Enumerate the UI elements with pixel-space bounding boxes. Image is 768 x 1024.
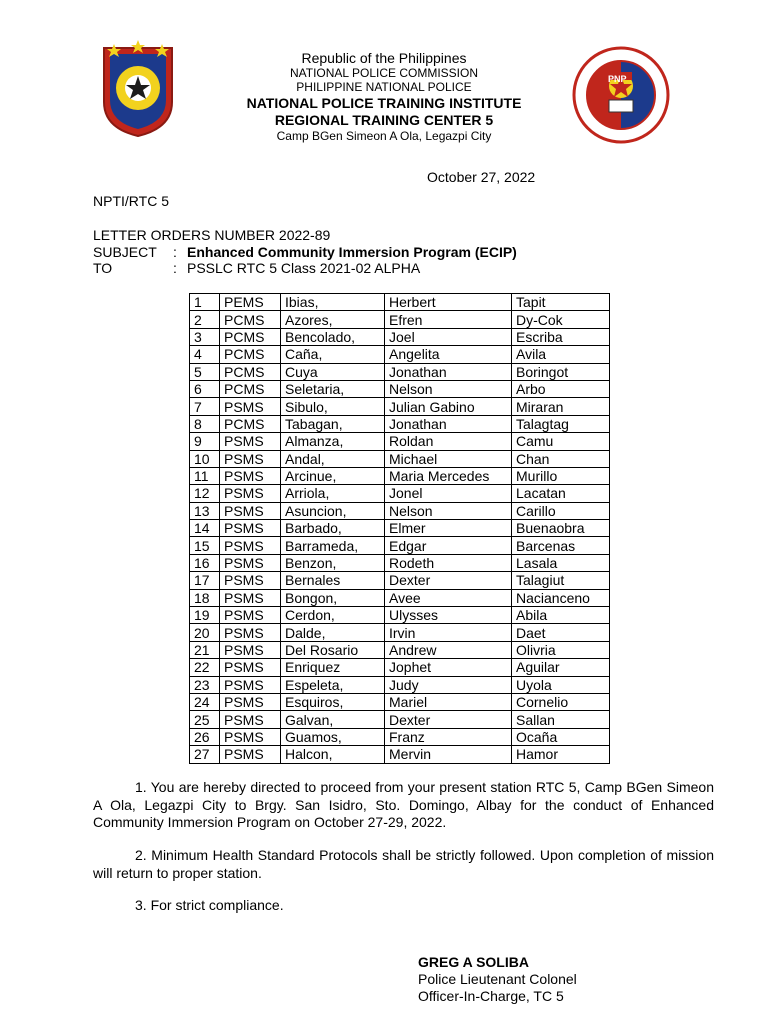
cell-middle-name: Barcenas [512,537,610,554]
cell-middle-name: Abila [512,607,610,624]
cell-middle-name: Olivria [512,641,610,658]
cell-middle-name: Carillo [512,502,610,519]
cell-first-name: Joel [385,328,512,345]
table-row [190,607,610,624]
table-row [190,467,610,484]
cell-middle-name: Murillo [512,467,610,484]
cell-last-name: Benzon, [281,554,385,571]
cell-middle-name: Uyola [512,676,610,693]
cell-first-name: Rodeth [385,554,512,571]
table-row [190,485,610,502]
cell-middle-name: Tapit [512,294,610,311]
cell-first-name: Angelita [385,346,512,363]
cell-rank: PCMS [220,311,281,328]
cell-middle-name: Dy-Cok [512,311,610,328]
letter-date: October 27, 2022 [427,169,536,185]
cell-last-name: Guamos, [281,728,385,745]
cell-rank: PCMS [220,415,281,432]
cell-number: 3 [190,328,220,345]
cell-number: 4 [190,346,220,363]
table-row [190,328,610,345]
cell-number: 8 [190,415,220,432]
cell-rank: PSMS [220,450,281,467]
roster-table [189,293,610,764]
paragraph-2: 2. Minimum Health Standard Protocols shall be strictly followed. Upon completion of mission will return to proper station. [93,847,714,881]
cell-first-name: Jonel [385,485,512,502]
cell-rank: PSMS [220,433,281,450]
npti-logo-badge: PNP [608,74,627,84]
cell-rank: PCMS [220,346,281,363]
cell-number: 17 [190,572,220,589]
cell-last-name: Cuya [281,363,385,380]
header-rtc: REGIONAL TRAINING CENTER 5 [274,112,494,128]
cell-number: 20 [190,624,220,641]
cell-number: 10 [190,450,220,467]
cell-first-name: Herbert [385,294,512,311]
cell-first-name: Dexter [385,572,512,589]
cell-last-name: Bencolado, [281,328,385,345]
header-napolcom: NATIONAL POLICE COMMISSION [289,66,479,80]
to-text: PSSLC RTC 5 Class 2021-02 ALPHA [187,260,421,276]
table-row [190,380,610,397]
table-row [190,746,610,763]
cell-first-name: Andrew [385,641,512,658]
cell-number: 12 [190,485,220,502]
cell-number: 1 [190,294,220,311]
cell-number: 9 [190,433,220,450]
cell-number: 6 [190,380,220,397]
cell-first-name: Michael [385,450,512,467]
to-colon: : [173,260,177,276]
cell-middle-name: Sallan [512,711,610,728]
header-npti: NATIONAL POLICE TRAINING INSTITUTE [246,95,522,111]
table-row [190,415,610,432]
cell-middle-name: Lasala [512,554,610,571]
table-row [190,554,610,571]
cell-first-name: Edgar [385,537,512,554]
cell-middle-name: Hamor [512,746,610,763]
cell-last-name: Arcinue, [281,467,385,484]
cell-last-name: Andal, [281,450,385,467]
cell-first-name: Roldan [385,433,512,450]
table-row [190,537,610,554]
table-row [190,363,610,380]
header-pnp: PHILIPPINE NATIONAL POLICE [296,80,472,94]
cell-last-name: Seletaria, [281,380,385,397]
table-row [190,624,610,641]
cell-middle-name: Ocaña [512,728,610,745]
cell-middle-name: Talagiut [512,572,610,589]
table-row [190,676,610,693]
table-row [190,520,610,537]
cell-rank: PSMS [220,746,281,763]
table-row [190,398,610,415]
table-row [190,711,610,728]
cell-middle-name: Chan [512,450,610,467]
cell-last-name: Asuncion, [281,502,385,519]
cell-number: 5 [190,363,220,380]
subject-text: Enhanced Community Immersion Program (ECIP) [187,244,517,260]
cell-rank: PSMS [220,537,281,554]
cell-last-name: Enriquez [281,659,385,676]
subject-colon: : [173,244,177,260]
cell-number: 19 [190,607,220,624]
cell-first-name: Elmer [385,520,512,537]
table-row [190,294,610,311]
cell-number: 7 [190,398,220,415]
cell-number: 26 [190,728,220,745]
cell-first-name: Jonathan [385,415,512,432]
cell-number: 27 [190,746,220,763]
cell-number: 24 [190,693,220,710]
table-row [190,693,610,710]
office-code: NPTI/RTC 5 [93,193,169,209]
cell-rank: PSMS [220,641,281,658]
cell-first-name: Irvin [385,624,512,641]
table-row [190,311,610,328]
cell-middle-name: Aguilar [512,659,610,676]
cell-last-name: Del Rosario [281,641,385,658]
cell-first-name: Franz [385,728,512,745]
table-row [190,589,610,606]
cell-last-name: Cerdon, [281,607,385,624]
cell-first-name: Dexter [385,711,512,728]
cell-rank: PSMS [220,520,281,537]
cell-last-name: Caña, [281,346,385,363]
paragraph-1: 1. You are hereby directed to proceed from your present station RTC 5, Camp BGen Simeon A Ola, Legazpi City to Brgy. San Isidro, Sto. Domingo, Albay for the conduct of Enhanced Community Immersion Program on October 27-29, 2022. [93,779,714,830]
cell-first-name: Nelson [385,502,512,519]
cell-last-name: Ibias, [281,294,385,311]
cell-last-name: Barrameda, [281,537,385,554]
signatory-rank: Police Lieutenant Colonel [418,971,577,987]
letter-orders-number: LETTER ORDERS NUMBER 2022-89 [93,227,331,243]
cell-middle-name: Arbo [512,380,610,397]
cell-middle-name: Camu [512,433,610,450]
cell-last-name: Galvan, [281,711,385,728]
cell-middle-name: Escriba [512,328,610,345]
cell-rank: PSMS [220,607,281,624]
table-row [190,346,610,363]
cell-rank: PSMS [220,554,281,571]
cell-rank: PSMS [220,467,281,484]
cell-number: 18 [190,589,220,606]
cell-first-name: Maria Mercedes [385,467,512,484]
cell-rank: PSMS [220,624,281,641]
cell-last-name: Espeleta, [281,676,385,693]
cell-rank: PSMS [220,485,281,502]
cell-first-name: Mervin [385,746,512,763]
cell-rank: PSMS [220,693,281,710]
cell-middle-name: Talagtag [512,415,610,432]
cell-middle-name: Lacatan [512,485,610,502]
cell-middle-name: Cornelio [512,693,610,710]
cell-last-name: Sibulo, [281,398,385,415]
table-row [190,728,610,745]
cell-middle-name: Buenaobra [512,520,610,537]
cell-first-name: Julian Gabino [385,398,512,415]
signatory-name: GREG A SOLIBA [418,954,529,970]
cell-rank: PSMS [220,676,281,693]
cell-rank: PEMS [220,294,281,311]
table-row [190,502,610,519]
header-republic: Republic of the Philippines [301,50,467,66]
cell-rank: PCMS [220,328,281,345]
cell-first-name: Judy [385,676,512,693]
cell-last-name: Esquiros, [281,693,385,710]
cell-middle-name: Miraran [512,398,610,415]
cell-last-name: Tabagan, [281,415,385,432]
table-row [190,433,610,450]
cell-first-name: Nelson [385,380,512,397]
cell-number: 13 [190,502,220,519]
cell-number: 21 [190,641,220,658]
cell-number: 11 [190,467,220,484]
table-row [190,659,610,676]
cell-rank: PSMS [220,398,281,415]
cell-middle-name: Daet [512,624,610,641]
cell-last-name: Arriola, [281,485,385,502]
cell-number: 2 [190,311,220,328]
cell-middle-name: Nacianceno [512,589,610,606]
cell-number: 15 [190,537,220,554]
cell-number: 25 [190,711,220,728]
to-label: TO [93,260,113,276]
header-address: Camp BGen Simeon A Ola, Legazpi City [276,129,492,143]
cell-middle-name: Boringot [512,363,610,380]
table-row [190,450,610,467]
subject-label: SUBJECT [93,244,157,260]
paragraph-3: 3. For strict compliance. [135,897,284,913]
cell-last-name: Bernales [281,572,385,589]
cell-number: 14 [190,520,220,537]
cell-rank: PSMS [220,711,281,728]
cell-number: 23 [190,676,220,693]
cell-last-name: Bongon, [281,589,385,606]
cell-rank: PSMS [220,589,281,606]
table-row [190,641,610,658]
cell-first-name: Ulysses [385,607,512,624]
cell-last-name: Halcon, [281,746,385,763]
cell-first-name: Avee [385,589,512,606]
table-row [190,572,610,589]
cell-number: 16 [190,554,220,571]
cell-last-name: Barbado, [281,520,385,537]
cell-rank: PSMS [220,572,281,589]
cell-first-name: Mariel [385,693,512,710]
cell-rank: PSMS [220,728,281,745]
cell-rank: PCMS [220,363,281,380]
cell-last-name: Almanza, [281,433,385,450]
cell-first-name: Efren [385,311,512,328]
cell-first-name: Jophet [385,659,512,676]
cell-middle-name: Avila [512,346,610,363]
signatory-position: Officer-In-Charge, TC 5 [418,988,564,1004]
cell-first-name: Jonathan [385,363,512,380]
cell-last-name: Azores, [281,311,385,328]
cell-rank: PSMS [220,502,281,519]
cell-number: 22 [190,659,220,676]
cell-rank: PCMS [220,380,281,397]
cell-rank: PSMS [220,659,281,676]
cell-last-name: Dalde, [281,624,385,641]
